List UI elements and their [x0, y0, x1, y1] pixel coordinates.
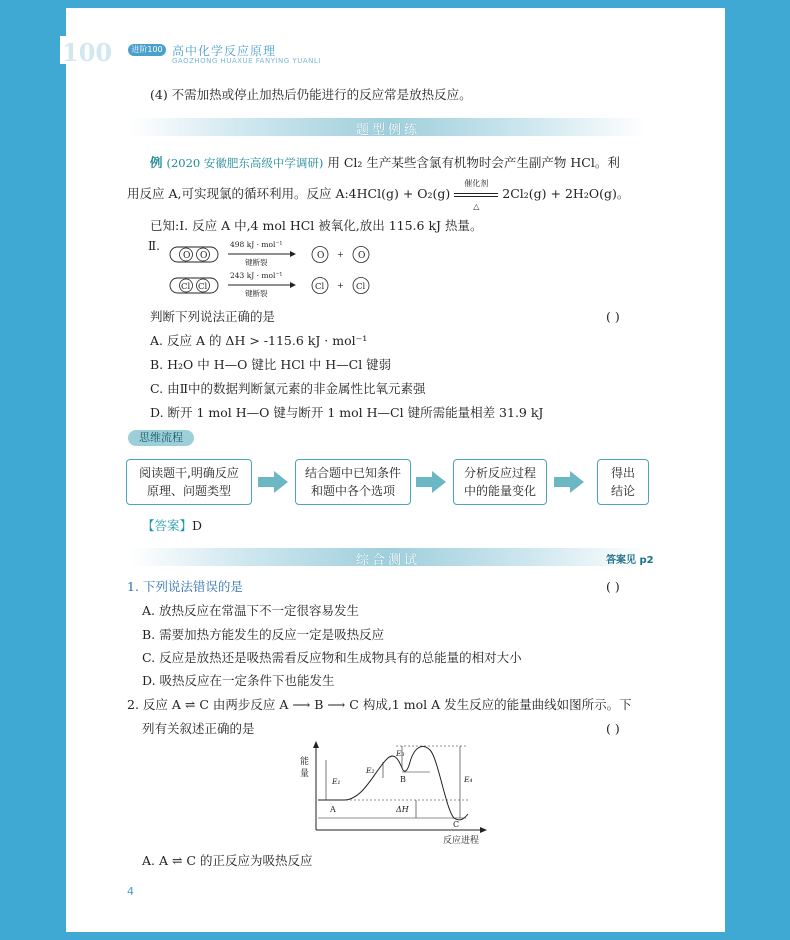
- q1-option-c: C. 反应是放热还是吸热需看反应物和生成物具有的总能量的相对大小: [142, 650, 522, 665]
- svg-text:100: 100: [62, 38, 113, 67]
- section-banner-practice: [130, 118, 646, 136]
- e3-label: E₃: [396, 749, 405, 758]
- x-axis-label: 反应进程: [443, 836, 480, 846]
- section-title-2: 综合测试: [355, 553, 420, 568]
- flow-arrow-3-icon: [554, 471, 584, 493]
- energy-curve-diagram: [296, 740, 492, 848]
- example-source: (2020 安徽肥东高级中学调研): [166, 156, 324, 170]
- header-title: 高中化学反应原理: [172, 44, 277, 58]
- answer-paren: ( ): [606, 309, 620, 324]
- reaction-a-left: 用反应 A,可实现氯的循环利用。反应 A:4HCl(g) + O₂(g): [127, 186, 451, 201]
- known-ii-label: Ⅱ.: [148, 239, 160, 253]
- flow-step-4: [597, 459, 649, 505]
- plus-1: +: [337, 250, 344, 259]
- cl2-molecule: [170, 278, 218, 293]
- example-label: 例: [150, 155, 163, 170]
- cl2-arrowhead: [290, 282, 296, 288]
- header-subtitle: GAOZHONG HUAXUE FANYING YUANLI: [172, 57, 321, 65]
- q2-stem-line-1: 2. 反应 A ⇌ C 由两步反应 A ⟶ B ⟶ C 构成,1 mol A 发生反应的能量曲线如图所示。下: [127, 697, 632, 712]
- flow-step-4-line-2: 结论: [610, 484, 635, 498]
- q1-text: 1. 下列说法错误的是: [127, 579, 243, 594]
- o2-molecule: [170, 247, 218, 262]
- dh-label: ΔH: [396, 805, 409, 814]
- o2-arrowhead: [290, 251, 296, 257]
- cl2-energy-label: 243 kJ · mol⁻¹: [230, 271, 283, 280]
- series-badge: [128, 44, 166, 56]
- answer-reference: 答案见 p2: [606, 555, 654, 566]
- badge-prefix: 进阶: [131, 45, 148, 54]
- q2-paren: ( ): [606, 721, 620, 736]
- cl-free-label-1: Cl: [315, 282, 325, 292]
- q1-stem: [127, 579, 243, 595]
- y-axis-label-2: 量: [300, 769, 310, 779]
- heat-symbol: △: [473, 202, 480, 211]
- flow-step-1: [126, 459, 252, 505]
- cl-label-1: Cl: [181, 282, 191, 292]
- point-c-label: C: [453, 820, 460, 829]
- intro-line: (4) 不需加热或停止加热后仍能进行的反应常是放热反应。: [150, 87, 472, 102]
- flow-step-3: [453, 459, 547, 505]
- example-text: 用 Cl₂ 生产某些含氯有机物时会产生副产物 HCl。利: [327, 155, 620, 170]
- answer-value: D: [192, 518, 203, 533]
- thinking-flow-tag: 思维流程: [128, 430, 194, 446]
- option-a: A. 反应 A 的 ΔH > -115.6 kJ · mol⁻¹: [150, 333, 368, 348]
- flow-step-3-line-1: 分析反应过程: [463, 466, 536, 480]
- known-i: 已知:Ⅰ. 反应 A 中,4 mol HCl 被氧化,放出 115.6 kJ 热量。: [150, 218, 483, 233]
- series-logo: [60, 36, 113, 67]
- cl2-bond-break: 键断裂: [245, 289, 268, 298]
- flow-arrow-2-icon: [416, 471, 446, 493]
- q2-option-a: A. A ⇌ C 的正反应为吸热反应: [142, 853, 313, 868]
- point-b-label: B: [400, 775, 406, 784]
- o-label-2: O: [200, 251, 208, 261]
- q1-option-d: D. 吸热反应在一定条件下也能发生: [142, 673, 335, 688]
- cl-free-label-2: Cl: [356, 282, 366, 292]
- cl-label-2: Cl: [198, 282, 208, 292]
- flow-step-2: [295, 459, 411, 505]
- e4-label: E₄: [464, 775, 473, 784]
- o-free-label-2: O: [358, 251, 366, 261]
- y-axis-arrowhead: [313, 741, 319, 748]
- answer-line: [142, 518, 202, 534]
- flow-step-2-line-2: 和题中各个选项: [310, 484, 395, 498]
- o-free-label-1: O: [317, 251, 325, 261]
- catalyst-arrow: [454, 179, 498, 211]
- badge-number: 100: [147, 45, 163, 54]
- section-banner-test: [130, 548, 646, 566]
- bond-energy-diagram: [148, 237, 388, 303]
- y-axis-label-1: 能: [300, 757, 310, 767]
- o-label-1: O: [183, 251, 191, 261]
- catalyst-label: 催化剂: [464, 179, 489, 188]
- o2-energy-label: 498 kJ · mol⁻¹: [230, 240, 283, 249]
- plus-2: +: [337, 281, 344, 290]
- e2-label: E₂: [366, 766, 375, 775]
- section-title: 题型例练: [355, 123, 420, 138]
- page-number: 4: [127, 885, 134, 898]
- example-line-2: [127, 179, 630, 211]
- flow-step-1-line-1: 阅读题干,明确反应: [139, 466, 239, 480]
- flow-step-3-line-2: 中的能量变化: [463, 484, 536, 498]
- option-d: D. 断开 1 mol H—O 键与断开 1 mol H—Cl 键所需能量相差 31.9 kJ: [150, 405, 544, 420]
- q1-option-a: A. 放热反应在常温下不一定很容易发生: [142, 603, 359, 618]
- point-a-label: A: [330, 805, 336, 814]
- o2-bond-break: 键断裂: [245, 258, 268, 267]
- q1-option-b: B. 需要加热方能发生的反应一定是吸热反应: [142, 627, 385, 642]
- e1-label: E₁: [332, 777, 341, 786]
- flow-step-4-line-1: 得出: [610, 466, 635, 480]
- answer-label: 【答案】: [142, 518, 193, 533]
- example-question: 判断下列说法正确的是: [150, 309, 276, 324]
- option-c: C. 由Ⅱ中的数据判断氯元素的非金属性比氧元素强: [150, 381, 426, 396]
- option-b: B. H₂O 中 H—O 键比 HCl 中 H—Cl 键弱: [150, 357, 392, 372]
- flow-step-1-line-2: 原理、问题类型: [146, 484, 231, 498]
- q2-stem-line-2: 列有关叙述正确的是: [142, 721, 255, 736]
- flow-step-2-line-1: 结合题中已知条件: [304, 466, 401, 480]
- equals-sign: [454, 193, 498, 197]
- q1-paren: ( ): [606, 579, 620, 594]
- reaction-a-right: 2Cl₂(g) + 2H₂O(g)。: [502, 186, 630, 201]
- flow-arrow-1-icon: [258, 471, 288, 493]
- x-axis-arrowhead: [480, 827, 487, 833]
- example-line-1: [150, 155, 620, 171]
- energy-curve: [318, 746, 468, 819]
